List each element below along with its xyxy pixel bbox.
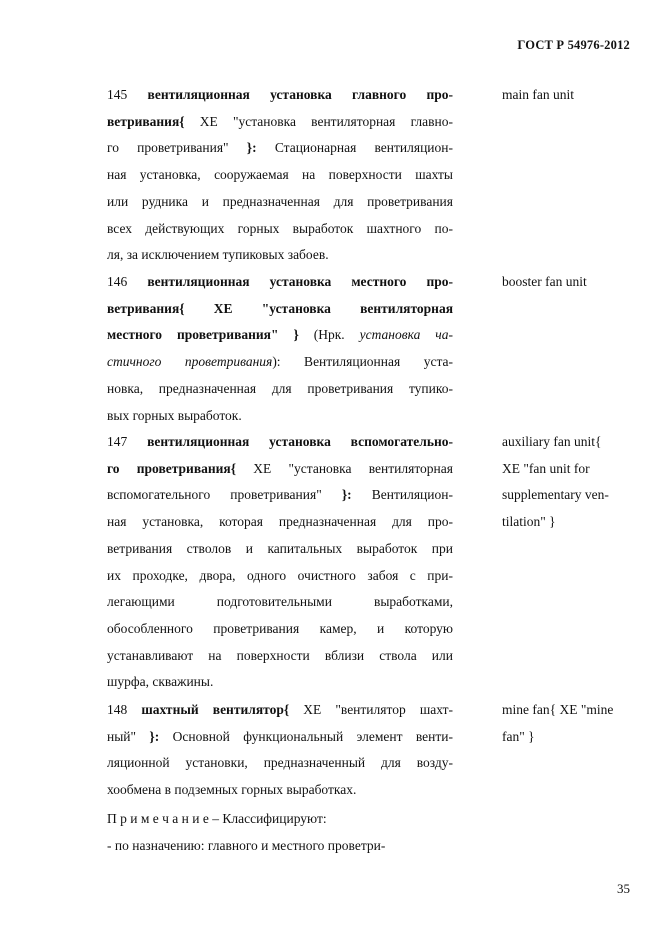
note-line: - по назначению: главного и местного проветри- xyxy=(107,837,386,853)
english-term-line: mine fan{ XE "mine xyxy=(502,702,614,717)
definition-text: Основной функциональный элемент венти- xyxy=(172,728,453,744)
term-english-147 xyxy=(502,429,637,536)
definition-line xyxy=(107,109,453,136)
definition-text: Стационарная вентиляцион- xyxy=(274,140,453,156)
definition-line xyxy=(107,82,453,109)
definition-line xyxy=(107,669,453,696)
english-term-line: booster fan unit xyxy=(502,274,587,289)
english-term-line: tilation" } xyxy=(502,514,556,530)
definition-text: ная установка, сооружаемая на поверхности шахты xyxy=(107,167,453,183)
english-term-line: main fan unit xyxy=(502,87,574,102)
term-bold-text: го проветривания{ xyxy=(107,460,254,476)
definition-text: новка, предназначенная для проветривания тупико- xyxy=(107,380,453,396)
definition-line xyxy=(107,724,453,751)
definition-text: легающими подготовительными выработками, xyxy=(107,594,453,610)
term-definition-146 xyxy=(107,269,453,429)
definition-text: 145 xyxy=(107,87,148,102)
definition-line xyxy=(107,482,453,509)
definition-text: го проветривания" xyxy=(107,140,247,156)
term-bold-text: }: xyxy=(246,140,275,156)
definition-line xyxy=(107,536,453,563)
note-title: П р и м е ч а н и е – Классифицируют: xyxy=(107,811,327,826)
term-bold-text: вентиляционная установка местного про- xyxy=(147,274,454,289)
definition-text: шурфа, скважины. xyxy=(107,674,214,690)
term-italic-text: установка ча- xyxy=(359,327,453,343)
definition-line xyxy=(107,589,453,616)
term-bold-text: }: xyxy=(149,728,173,744)
term-english-148 xyxy=(502,697,637,750)
definition-text: XE "установка вентиляторная главно- xyxy=(199,113,453,129)
term-bold-text: вентиляционная установка главного про- xyxy=(147,87,454,102)
definition-text: 148 xyxy=(107,702,142,717)
definition-line xyxy=(107,376,453,403)
definition-line xyxy=(107,162,453,189)
english-term-line: supplementary ven- xyxy=(502,487,609,503)
definition-line xyxy=(107,269,453,296)
term-english-146 xyxy=(502,269,637,296)
definition-line xyxy=(107,697,453,724)
definition-text: ная установка, которая предназначенная для про- xyxy=(107,514,453,530)
note-block xyxy=(107,806,453,859)
definition-line xyxy=(107,403,453,430)
term-definition-148 xyxy=(107,697,453,804)
definition-line xyxy=(107,322,453,349)
definition-text: ля, за исключением тупиковых забоев. xyxy=(107,247,329,263)
definition-line xyxy=(107,135,453,162)
definition-line xyxy=(107,429,453,456)
definition-text: обособленного проветривания камер, и которую xyxy=(107,620,453,636)
definition-text: XE "установка вентиляторная xyxy=(253,460,453,476)
definition-text: Вентиляцион- xyxy=(371,487,453,503)
definition-line xyxy=(107,777,453,804)
term-bold-text: }: xyxy=(341,487,372,503)
definition-line xyxy=(107,189,453,216)
definition-line xyxy=(107,296,453,323)
term-bold-text: вентиляционная установка вспомогательно- xyxy=(147,434,453,449)
term-italic-text: стичного проветривания xyxy=(107,354,273,370)
term-bold-text: шахтный вентилятор{ xyxy=(141,702,304,717)
definition-line xyxy=(107,563,453,590)
english-term-line: auxiliary fan unit{ xyxy=(502,434,602,449)
definition-text: 146 xyxy=(107,274,148,289)
definition-text: ляционной установки, предназначенный для возду- xyxy=(107,755,453,771)
english-term-line: XE "fan unit for xyxy=(502,460,590,476)
page-number: 35 xyxy=(617,881,630,896)
definition-text: XE "вентилятор шахт- xyxy=(303,702,454,717)
term-bold-text: ветривания{ xyxy=(107,113,200,129)
document-header: ГОСТ Р 54976-2012 xyxy=(517,38,630,52)
term-english-145 xyxy=(502,82,637,109)
definition-line xyxy=(107,349,453,376)
definition-text: хообмена в подземных горных выработках. xyxy=(107,782,357,798)
definition-text: ветривания стволов и капитальных выработок при xyxy=(107,540,453,556)
term-definition-147 xyxy=(107,429,453,696)
term-bold-text: ветривания{ XE "установка вентиляторная xyxy=(107,300,453,316)
definition-text: устанавливают на поверхности вблизи ствола или xyxy=(107,647,453,663)
definition-text: или рудника и предназначенная для проветривания xyxy=(107,193,453,209)
term-definition-145 xyxy=(107,82,453,269)
definition-text: их проходке, двора, одного очистного забоя с при- xyxy=(107,567,453,583)
definition-line xyxy=(107,643,453,670)
english-term-line: fan" } xyxy=(502,728,535,744)
definition-line xyxy=(107,509,453,536)
definition-line xyxy=(107,616,453,643)
definition-text: всех действующих горных выработок шахтного по- xyxy=(107,220,453,236)
definition-text: вых горных выработок. xyxy=(107,407,242,423)
definition-text: вспомогательного проветривания" xyxy=(107,487,342,503)
term-bold-text: местного проветривания" } xyxy=(107,327,314,343)
definition-line xyxy=(107,456,453,483)
definition-text: ): Вентиляционная уста- xyxy=(272,354,453,370)
definition-line xyxy=(107,216,453,243)
definition-line xyxy=(107,242,453,269)
definition-line xyxy=(107,750,453,777)
definition-text: ный" xyxy=(107,728,150,744)
definition-text: (Нрк. xyxy=(313,327,360,343)
definition-text: 147 xyxy=(107,434,148,449)
